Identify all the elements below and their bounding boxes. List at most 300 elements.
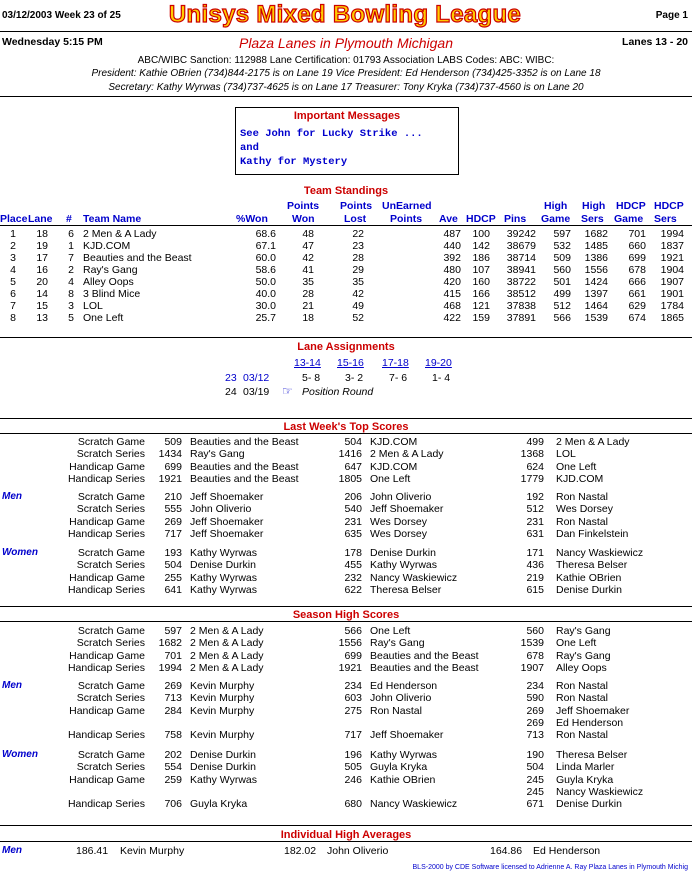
score-label: Handicap Game: [69, 460, 145, 473]
score-n3: Kathie OBrien: [556, 571, 622, 584]
score-row: [0, 749, 692, 761]
officers-line-1: President: Kathie OBrien (734)844-2175 is on Lane 19 Vice President: Ed Henderson (734)425-3352 is on Lane 18: [91, 68, 601, 79]
score-n2: Guyla Kryka: [370, 761, 428, 774]
cell-hg: 509: [553, 252, 571, 264]
score-n3: One Left: [556, 460, 597, 473]
table-row: [0, 276, 692, 288]
col-lane: Lane: [28, 213, 53, 225]
week-number: 23: [225, 372, 237, 384]
cell-ave: 480: [443, 264, 461, 276]
cell-ave: 420: [443, 276, 461, 288]
score-row: [0, 491, 692, 503]
score-n3: Dan Finkelstein: [556, 527, 629, 540]
divider: [0, 621, 692, 622]
league-title: Unisys Mixed Bowling League: [168, 1, 522, 28]
group-label: Men: [2, 680, 22, 691]
divider: [0, 31, 692, 32]
cell-lost: 22: [352, 228, 364, 240]
cell-hs: 1539: [584, 312, 608, 324]
col-hdcp-game: HDCP: [616, 200, 646, 212]
cell-hds: 1994: [660, 228, 684, 240]
score-n1: 2 Men & A Lady: [190, 649, 264, 662]
score-s2: 1556: [338, 637, 362, 650]
cell-won: 41: [302, 264, 314, 276]
week-number: 24: [225, 386, 237, 398]
table-row: [0, 240, 692, 252]
cell-hs: 1556: [584, 264, 608, 276]
score-n2: Wes Dorsey: [370, 515, 427, 528]
score-s3: 245: [526, 773, 544, 786]
average-value: 182.02: [284, 845, 317, 857]
standings-title: Team Standings: [303, 185, 389, 197]
message-line: and: [240, 142, 259, 154]
bowler-name: Kevin Murphy: [120, 845, 185, 857]
cell-won: 48: [302, 228, 314, 240]
score-n1: Denise Durkin: [190, 559, 256, 572]
cell-team: KJD.COM: [83, 240, 131, 252]
score-s3: 678: [526, 649, 544, 662]
score-n3: Wes Dorsey: [556, 503, 613, 516]
cell-hs: 1397: [584, 288, 608, 300]
divider: [0, 418, 692, 419]
cell-num: 6: [68, 228, 74, 240]
cell-ave: 440: [443, 240, 461, 252]
table-row: [0, 228, 692, 240]
cell-hdcp: 100: [472, 228, 490, 240]
week-date: 03/12: [243, 372, 270, 384]
cell-hdg: 660: [628, 240, 646, 252]
score-s2: 622: [344, 583, 362, 596]
cell-ave: 415: [443, 288, 461, 300]
score-row: [0, 650, 692, 662]
col-place: Place: [0, 213, 28, 225]
cell-won: 21: [302, 300, 314, 312]
cell-lane: 15: [36, 300, 48, 312]
cell-lost: 52: [352, 312, 364, 324]
cell-pins: 38679: [506, 240, 536, 252]
score-s1: 509: [164, 436, 182, 448]
divider: [0, 841, 692, 842]
score-n3: Ron Nastal: [556, 680, 608, 692]
cell-place: 4: [10, 264, 16, 276]
cell-hg: 566: [553, 312, 571, 324]
cell-hdcp: 186: [472, 252, 490, 264]
page-number: Page 1: [655, 10, 688, 21]
score-n1: Guyla Kryka: [190, 798, 248, 811]
score-n3: Ron Nastal: [556, 692, 608, 705]
score-s1: 699: [164, 460, 182, 473]
cell-num: 8: [68, 288, 74, 300]
match-pair: 1- 4: [432, 372, 451, 384]
score-s1: 713: [164, 692, 182, 705]
score-s3: 512: [526, 503, 544, 516]
score-n3: Theresa Belser: [556, 749, 628, 761]
divider: [0, 337, 692, 338]
col-hdcp: HDCP: [466, 213, 496, 225]
score-label: Handicap Series: [67, 661, 145, 674]
score-s2: 196: [344, 749, 362, 761]
score-s2: 178: [344, 547, 362, 559]
score-n2: Ron Nastal: [370, 704, 422, 717]
score-n3: Linda Marler: [556, 761, 615, 774]
cell-lost: 49: [352, 300, 364, 312]
score-s3: 504: [526, 761, 544, 774]
cell-lane: 19: [36, 240, 48, 252]
score-s2: 566: [344, 625, 362, 637]
score-n3: Denise Durkin: [556, 798, 622, 811]
score-s3: 269: [526, 704, 544, 717]
score-n3: Guyla Kryka: [556, 773, 614, 786]
score-label: Scratch Series: [76, 448, 145, 461]
cell-won: 47: [302, 240, 314, 252]
group-label: Women: [2, 547, 38, 558]
position-round-note: Position Round: [302, 386, 374, 398]
score-s1: 1994: [158, 661, 182, 674]
score-n1: 2 Men & A Lady: [190, 661, 264, 674]
score-n1: Kathy Wyrwas: [190, 547, 258, 559]
col-unearned: Points: [390, 213, 423, 225]
col-points-won: Won: [292, 213, 315, 225]
lane-pair: 17-18: [382, 357, 409, 369]
score-row: [0, 584, 692, 596]
divider: [0, 96, 692, 97]
score-n1: Kevin Murphy: [190, 729, 255, 742]
cell-lane: 18: [36, 228, 48, 240]
score-s1: 554: [164, 761, 182, 774]
score-n3: One Left: [556, 637, 597, 650]
score-n3: Theresa Belser: [556, 559, 628, 572]
score-label: Scratch Game: [77, 625, 145, 637]
score-s1: 701: [164, 649, 182, 662]
score-s3: 269: [526, 716, 544, 729]
score-s3: 219: [526, 571, 544, 584]
score-s1: 504: [164, 559, 182, 572]
col-points-lost: Lost: [344, 213, 367, 225]
score-s3: 590: [526, 692, 544, 705]
cell-won: 42: [302, 252, 314, 264]
cell-place: 2: [10, 240, 16, 252]
lane-pair: 13-14: [294, 357, 321, 369]
score-s1: 210: [164, 491, 182, 503]
score-label: Handicap Game: [69, 704, 145, 717]
lane-assignments-title: Lane Assignments: [297, 341, 395, 353]
score-row: [0, 662, 692, 674]
cell-lost: 29: [352, 264, 364, 276]
score-label: Handicap Series: [67, 583, 145, 596]
cell-num: 5: [68, 312, 74, 324]
col-hdcp-sers: HDCP: [654, 200, 684, 212]
score-n1: Kevin Murphy: [190, 692, 255, 705]
table-row: [0, 312, 692, 324]
cell-place: 8: [10, 312, 16, 324]
score-label: Scratch Series: [76, 637, 145, 650]
score-row: [0, 786, 692, 798]
score-label: Handicap Series: [67, 527, 145, 540]
cell-hg: 597: [553, 228, 571, 240]
col-high-game: Game: [541, 213, 571, 225]
cell-hdcp: 159: [472, 312, 490, 324]
cell-won: 35: [302, 276, 314, 288]
score-s1: 1682: [158, 637, 182, 650]
cell-hdg: 666: [628, 276, 646, 288]
score-n2: Ed Henderson: [370, 680, 438, 692]
score-n1: Kevin Murphy: [190, 680, 255, 692]
score-s3: 1779: [520, 472, 544, 485]
cell-place: 5: [10, 276, 16, 288]
score-s1: 706: [164, 798, 182, 811]
score-n2: 2 Men & A Lady: [370, 448, 444, 461]
venue-title: Plaza Lanes in Plymouth Michigan: [238, 35, 453, 51]
score-s3: 1539: [520, 637, 544, 650]
score-s2: 647: [344, 460, 362, 473]
score-s1: 641: [164, 583, 182, 596]
cell-won: 18: [302, 312, 314, 324]
score-s3: 624: [526, 460, 544, 473]
score-n1: Kathy Wyrwas: [190, 773, 258, 786]
score-n3: Nancy Waskiewicz: [556, 785, 644, 798]
cell-hds: 1784: [660, 300, 684, 312]
score-n3: 2 Men & A Lady: [556, 436, 630, 448]
cell-hs: 1424: [584, 276, 608, 288]
cell-hdg: 701: [628, 228, 646, 240]
divider: [0, 225, 692, 226]
cell-hdcp: 160: [472, 276, 490, 288]
score-n2: Kathy Wyrwas: [370, 749, 438, 761]
score-row: [0, 729, 692, 741]
score-label: Handicap Game: [69, 571, 145, 584]
score-n1: Beauties and the Beast: [190, 460, 299, 473]
cell-pct: 50.0: [255, 276, 276, 288]
cell-hg: 560: [553, 264, 571, 276]
cell-pins: 38714: [506, 252, 536, 264]
score-label: Scratch Series: [76, 761, 145, 774]
cell-hg: 499: [553, 288, 571, 300]
cell-won: 28: [302, 288, 314, 300]
score-n1: Kathy Wyrwas: [190, 571, 258, 584]
score-s2: 635: [344, 527, 362, 540]
cell-team: Ray's Gang: [83, 264, 138, 276]
cell-hdcp: 107: [472, 264, 490, 276]
cell-hds: 1901: [660, 288, 684, 300]
score-s2: 1921: [338, 661, 362, 674]
score-n1: Jeff Shoemaker: [190, 515, 264, 528]
bowler-name: Ed Henderson: [533, 845, 601, 857]
score-n2: Kathie OBrien: [370, 773, 436, 786]
score-s1: 555: [164, 503, 182, 516]
score-s3: 436: [526, 559, 544, 572]
cell-team: One Left: [83, 312, 124, 324]
score-label: Handicap Series: [67, 472, 145, 485]
score-s3: 190: [526, 749, 544, 761]
col-team: Team Name: [83, 213, 142, 225]
cell-pins: 37891: [506, 312, 536, 324]
score-n2: Jeff Shoemaker: [370, 503, 444, 516]
score-n2: KJD.COM: [370, 436, 418, 448]
score-n1: Jeff Shoemaker: [190, 491, 264, 503]
score-row: [0, 637, 692, 649]
score-s3: 231: [526, 515, 544, 528]
cell-hds: 1907: [660, 276, 684, 288]
score-n2: One Left: [370, 625, 411, 637]
score-row: [0, 705, 692, 717]
table-row: [0, 288, 692, 300]
score-s1: 1434: [158, 448, 182, 461]
cell-pct: 30.0: [255, 300, 276, 312]
cell-hds: 1921: [660, 252, 684, 264]
cell-team: 2 Men & A Lady: [83, 228, 157, 240]
score-row: [0, 528, 692, 540]
cell-hdg: 629: [628, 300, 646, 312]
score-label: Handicap Game: [69, 515, 145, 528]
cell-hds: 1904: [660, 264, 684, 276]
cell-hs: 1386: [584, 252, 608, 264]
score-n1: Ray's Gang: [190, 448, 245, 461]
score-n1: Beauties and the Beast: [190, 436, 299, 448]
col-won-pct: %Won: [236, 213, 268, 225]
cell-num: 2: [68, 264, 74, 276]
score-s1: 758: [164, 729, 182, 742]
score-s2: 1416: [338, 448, 362, 461]
score-label: Scratch Series: [76, 503, 145, 516]
col-hdcp-game: Game: [614, 213, 644, 225]
col-high-sers: High: [582, 200, 606, 212]
cell-hds: 1837: [660, 240, 684, 252]
score-label: Scratch Series: [76, 692, 145, 705]
score-n2: John Oliverio: [370, 491, 432, 503]
table-row: [0, 264, 692, 276]
score-s3: 560: [526, 625, 544, 637]
divider: [0, 606, 692, 607]
score-label: Handicap Series: [67, 729, 145, 742]
score-n2: KJD.COM: [370, 460, 418, 473]
cell-team: LOL: [83, 300, 103, 312]
score-n1: 2 Men & A Lady: [190, 637, 264, 650]
score-n2: Beauties and the Beast: [370, 661, 479, 674]
sanction-line: ABC/WIBC Sanction: 112988 Lane Certification: 01793 Association LABS Codes: ABC: WIBC:: [137, 55, 555, 66]
group-label: Men: [2, 491, 22, 502]
cell-ave: 392: [443, 252, 461, 264]
score-n3: Ron Nastal: [556, 515, 608, 528]
score-n3: KJD.COM: [556, 472, 604, 485]
cell-hdg: 699: [628, 252, 646, 264]
cell-lane: 17: [36, 252, 48, 264]
last-week-title: Last Week's Top Scores: [283, 421, 409, 433]
col-ave: Ave: [439, 213, 458, 225]
score-n2: Theresa Belser: [370, 583, 442, 596]
score-label: Handicap Game: [69, 649, 145, 662]
cell-hg: 532: [553, 240, 571, 252]
score-s2: 275: [344, 704, 362, 717]
cell-place: 1: [10, 228, 16, 240]
score-s2: 234: [344, 680, 362, 692]
score-n1: Denise Durkin: [190, 749, 256, 761]
cell-pins: 39242: [506, 228, 536, 240]
score-n2: Beauties and the Beast: [370, 649, 479, 662]
score-row: [0, 461, 692, 473]
score-s3: 192: [526, 491, 544, 503]
score-row: [0, 692, 692, 704]
cell-num: 4: [68, 276, 74, 288]
score-n2: Denise Durkin: [370, 547, 436, 559]
cell-hs: 1682: [584, 228, 608, 240]
score-label: Handicap Game: [69, 773, 145, 786]
score-s2: 603: [344, 692, 362, 705]
score-s3: 1907: [520, 661, 544, 674]
season-high-title: Season High Scores: [292, 609, 400, 621]
cell-num: 3: [68, 300, 74, 312]
cell-lost: 23: [352, 240, 364, 252]
score-row: [0, 547, 692, 559]
cell-hds: 1865: [660, 312, 684, 324]
cell-pct: 68.6: [255, 228, 276, 240]
lanes-range: Lanes 13 - 20: [622, 36, 688, 48]
score-s2: 232: [344, 571, 362, 584]
score-s2: 717: [344, 729, 362, 742]
cell-num: 7: [68, 252, 74, 264]
cell-hdg: 678: [628, 264, 646, 276]
cell-hs: 1464: [584, 300, 608, 312]
score-label: Scratch Series: [76, 559, 145, 572]
cell-pins: 37838: [506, 300, 536, 312]
cell-hdcp: 166: [472, 288, 490, 300]
score-s3: 713: [526, 729, 544, 742]
score-row: [0, 717, 692, 729]
score-n2: Nancy Waskiewicz: [370, 798, 458, 811]
score-n1: Jeff Shoemaker: [190, 527, 264, 540]
score-n3: Ron Nastal: [556, 729, 608, 742]
score-label: Scratch Game: [77, 547, 145, 559]
lane-pair: 19-20: [425, 357, 452, 369]
score-s2: 699: [344, 649, 362, 662]
score-s3: 234: [526, 680, 544, 692]
messages-title: Important Messages: [293, 110, 401, 122]
average-value: 186.41: [76, 845, 109, 857]
score-row: [0, 503, 692, 515]
score-n3: Denise Durkin: [556, 583, 622, 596]
cell-lost: 42: [352, 288, 364, 300]
divider: [0, 433, 692, 434]
day-time: Wednesday 5:15 PM: [2, 36, 103, 48]
cell-hdg: 661: [628, 288, 646, 300]
score-label: Scratch Game: [77, 436, 145, 448]
score-row: [0, 516, 692, 528]
cell-team: Alley Oops: [83, 276, 134, 288]
score-n3: LOL: [556, 448, 576, 461]
score-n2: John Oliverio: [370, 692, 432, 705]
score-s3: 499: [526, 436, 544, 448]
score-n2: One Left: [370, 472, 411, 485]
score-s1: 202: [164, 749, 182, 761]
report-date-week: 03/12/2003 Week 23 of 25: [2, 10, 121, 21]
score-s1: 284: [164, 704, 182, 717]
score-label: Scratch Game: [77, 491, 145, 503]
score-row: [0, 680, 692, 692]
table-row: [0, 252, 692, 264]
high-averages-title: Individual High Averages: [280, 829, 412, 841]
score-row: [0, 559, 692, 571]
score-n3: Ray's Gang: [556, 649, 611, 662]
average-value: 164.86: [490, 845, 523, 857]
score-label: Scratch Game: [77, 680, 145, 692]
score-row: [0, 572, 692, 584]
score-s1: 193: [164, 547, 182, 559]
col-hdcp-sers: Sers: [654, 213, 677, 225]
col-num: #: [66, 213, 72, 225]
score-n1: Beauties and the Beast: [190, 472, 299, 485]
cell-lane: 20: [36, 276, 48, 288]
cell-lane: 14: [36, 288, 48, 300]
message-line: See John for Lucky Strike ...: [240, 128, 423, 140]
